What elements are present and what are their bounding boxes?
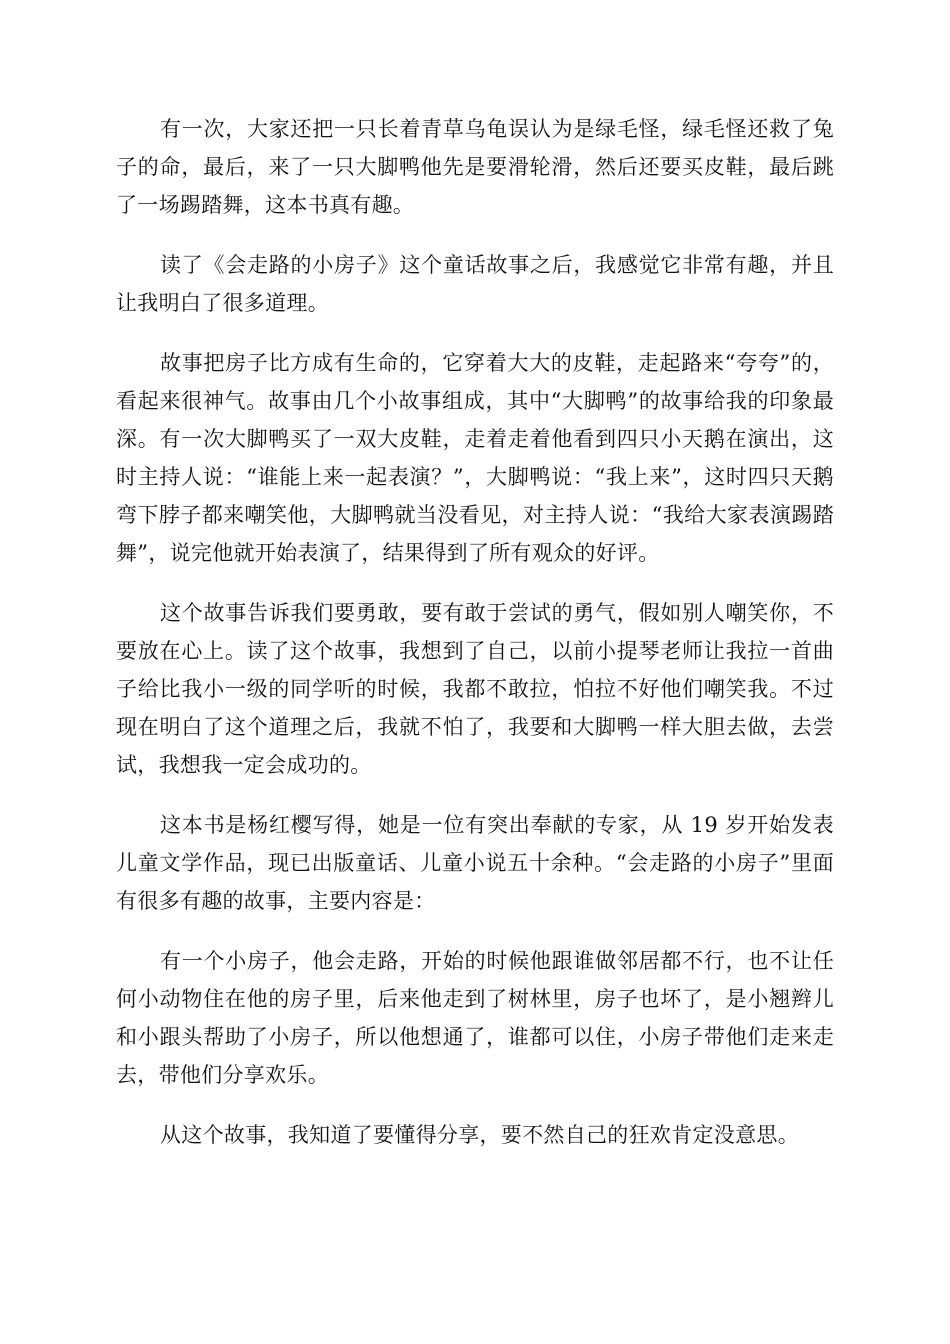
paragraph-7: 从这个故事，我知道了要懂得分享，要不然自己的狂欢肯定没意思。: [160, 1123, 799, 1147]
paragraph-4: 这个故事告诉我们要勇敢，要有敢于尝试的勇气，假如别人嘲笑你，不要放在心上。读了这个故事，我想到了自己，以前小提琴老师让我拉一首曲子给比我小一级的同学听的时候，我都不敢拉，怕拉不好他们嘲笑我。不过现在明白了这个道理之后，我就不怕了，我要和大脚鸭一样大胆去做，去尝试，我想我一定会成功的。: [116, 601, 834, 777]
paragraph-6: 有一个小房子，他会走路，开始的时候他跟谁做邻居都不行，也不让任何小动物住在他的房子里，后来他走到了树林里，房子也坏了，是小翘辫儿和小跟头帮助了小房子，所以他想通了，谁都可以住，小房子带他们走来走去，带他们分享欢乐。: [116, 949, 834, 1087]
paragraph-5: 这本书是杨红樱写得，她是一位有突出奉献的专家，从 19 岁开始发表儿童文学作品，现已出版童话、儿童小说五十余种。“会走路的小房子”里面有很多有趣的故事，主要内容是：: [116, 813, 834, 913]
paragraph-1: 有一次，大家还把一只长着青草乌龟误认为是绿毛怪，绿毛怪还救了兔子的命，最后，来了一只大脚鸭他先是要滑轮滑，然后还要买皮鞋，最后跳了一场踢踏舞，这本书真有趣。: [116, 117, 834, 217]
paragraph-3: 故事把房子比方成有生命的，它穿着大大的皮鞋，走起路来“夸夸”的，看起来很神气。故事由几个小故事组成，其中“大脚鸭”的故事给我的印象最深。有一次大脚鸭买了一双大皮鞋，走着走着他看到四只小天鹅在演出，这时主持人说：“谁能上来一起表演？”，大脚鸭说：“我上来”，这时四只天鹅弯下脖子都来嘲笑他，大脚鸭就当没看见，对主持人说：“我给大家表演踢踏舞”，说完他就开始表演了，结果得到了所有观众的好评。: [116, 351, 834, 565]
paragraph-2: 读了《会走路的小房子》这个童话故事之后，我感觉它非常有趣，并且让我明白了很多道理。: [116, 253, 834, 315]
